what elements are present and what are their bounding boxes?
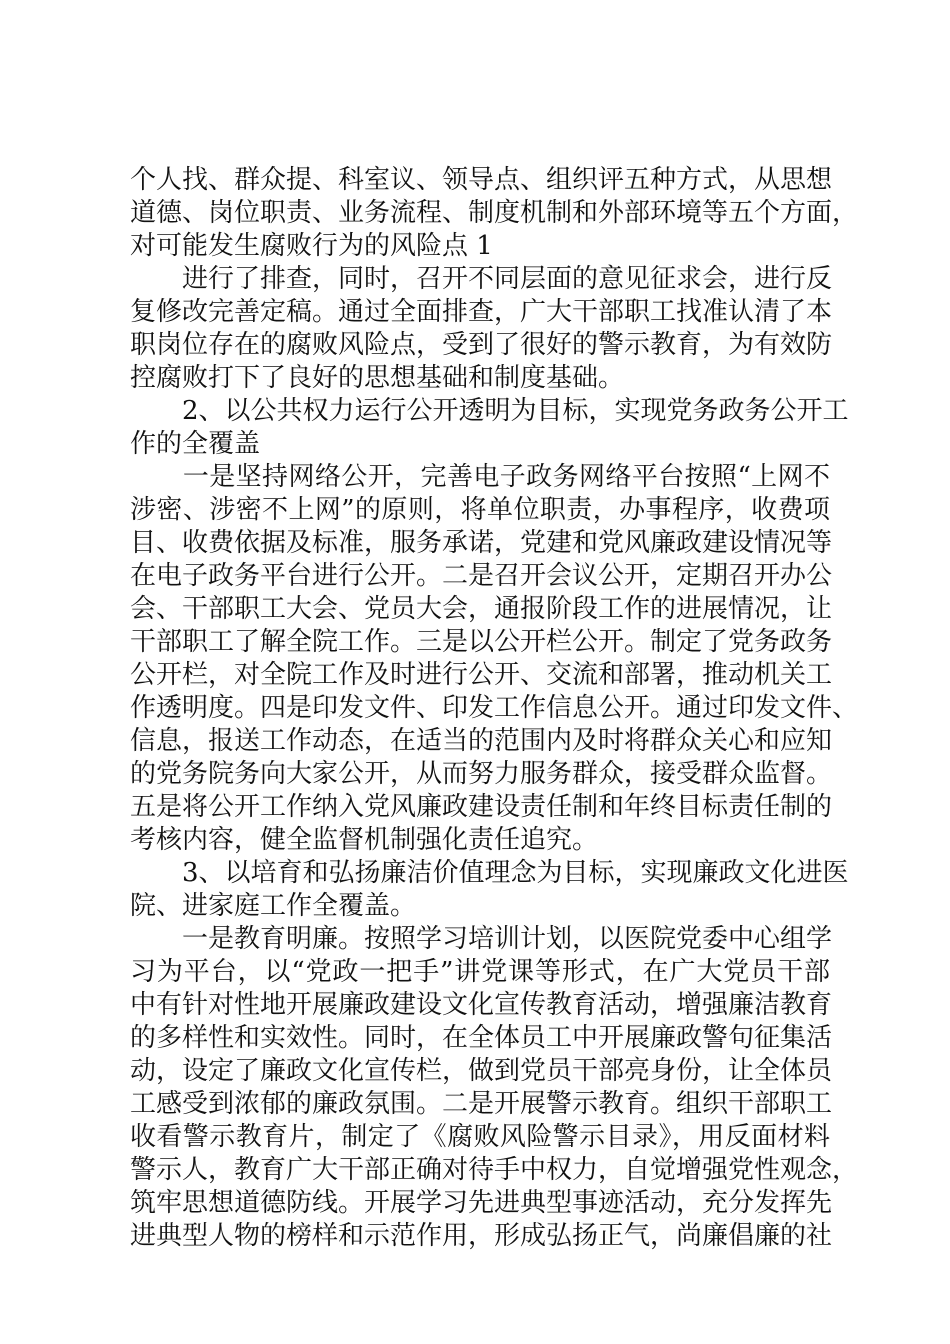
text-line: 中有针对性地开展廉政建设文化宣传教育活动，增强廉洁教育 [130, 990, 833, 1020]
text-line: 2、以公共权力运行公开透明为目标，实现党务政务公开工 [130, 396, 849, 426]
text-line: 考核内容，健全监督机制强化责任追究。 [130, 825, 599, 855]
text-line: 一是教育明廉。按照学习培训计划，以医院党委中心组学 [130, 924, 833, 954]
text-line: 的党务院务向大家公开，从而努力服务群众，接受群众监督。 [130, 759, 833, 789]
text-line: 一是坚持网络公开，完善电子政务网络平台按照“上网不 [130, 462, 830, 492]
text-line: 复修改完善定稿。通过全面排查，广大干部职工找准认清了本 [130, 297, 833, 327]
text-line: 五是将公开工作纳入党风廉政建设责任制和年终目标责任制的 [130, 792, 833, 822]
text-line: 作透明度。四是印发文件、印发工作信息公开。通过印发文件、 [130, 693, 859, 723]
text-line: 控腐败打下了良好的思想基础和制度基础。 [130, 363, 625, 393]
text-line: 作的全覆盖 [130, 429, 261, 459]
text-line: 进典型人物的榜样和示范作用，形成弘扬正气，尚廉倡廉的社 [130, 1221, 833, 1251]
text-line: 公开栏，对全院工作及时进行公开、交流和部署，推动机关工 [130, 660, 833, 690]
text-line: 在电子政务平台进行公开。二是召开会议公开，定期召开办公 [130, 561, 833, 591]
text-line: 涉密、涉密不上网”的原则，将单位职责，办事程序，收费项 [130, 495, 830, 525]
text-line: 工感受到浓郁的廉政氛围。二是开展警示教育。组织干部职工 [130, 1089, 833, 1119]
text-line: 目、收费依据及标准，服务承诺，党建和党风廉政建设情况等 [130, 528, 833, 558]
text-line: 3、以培育和弘扬廉洁价值理念为目标，实现廉政文化进医 [130, 858, 849, 888]
text-line: 收看警示教育片，制定了《腐败风险警示目录》，用反面材料 [130, 1122, 830, 1152]
text-line: 的多样性和实效性。同时，在全体员工中开展廉政警句征集活 [130, 1023, 833, 1053]
text-line: 对可能发生腐败行为的风险点 1 [130, 231, 493, 261]
text-line: 干部职工了解全院工作。三是以公开栏公开。制定了党务政务 [130, 627, 833, 657]
text-line: 道德、岗位职责、业务流程、制度机制和外部环境等五个方面， [130, 198, 859, 228]
text-line: 信息，报送工作动态，在适当的范围内及时将群众关心和应知 [130, 726, 833, 756]
text-line: 筑牢思想道德防线。开展学习先进典型事迹活动，充分发挥先 [130, 1188, 833, 1218]
text-line: 院、进家庭工作全覆盖。 [130, 891, 417, 921]
text-line: 习为平台，以“党政一把手”讲党课等形式，在广大党员干部 [130, 957, 830, 987]
text-line: 进行了排查，同时，召开不同层面的意见征求会，进行反 [130, 264, 833, 294]
text-line: 会、干部职工大会、党员大会，通报阶段工作的进展情况，让 [130, 594, 833, 624]
text-line: 个人找、群众提、科室议、领导点、组织评五种方式，从思想 [130, 165, 833, 195]
text-line: 职岗位存在的腐败风险点，受到了很好的警示教育，为有效防 [130, 330, 833, 360]
text-line: 警示人，教育广大干部正确对待手中权力，自觉增强党性观念， [130, 1155, 859, 1185]
document-body [130, 164, 859, 1253]
text-line: 动，设定了廉政文化宣传栏，做到党员干部亮身份，让全体员 [130, 1056, 833, 1086]
